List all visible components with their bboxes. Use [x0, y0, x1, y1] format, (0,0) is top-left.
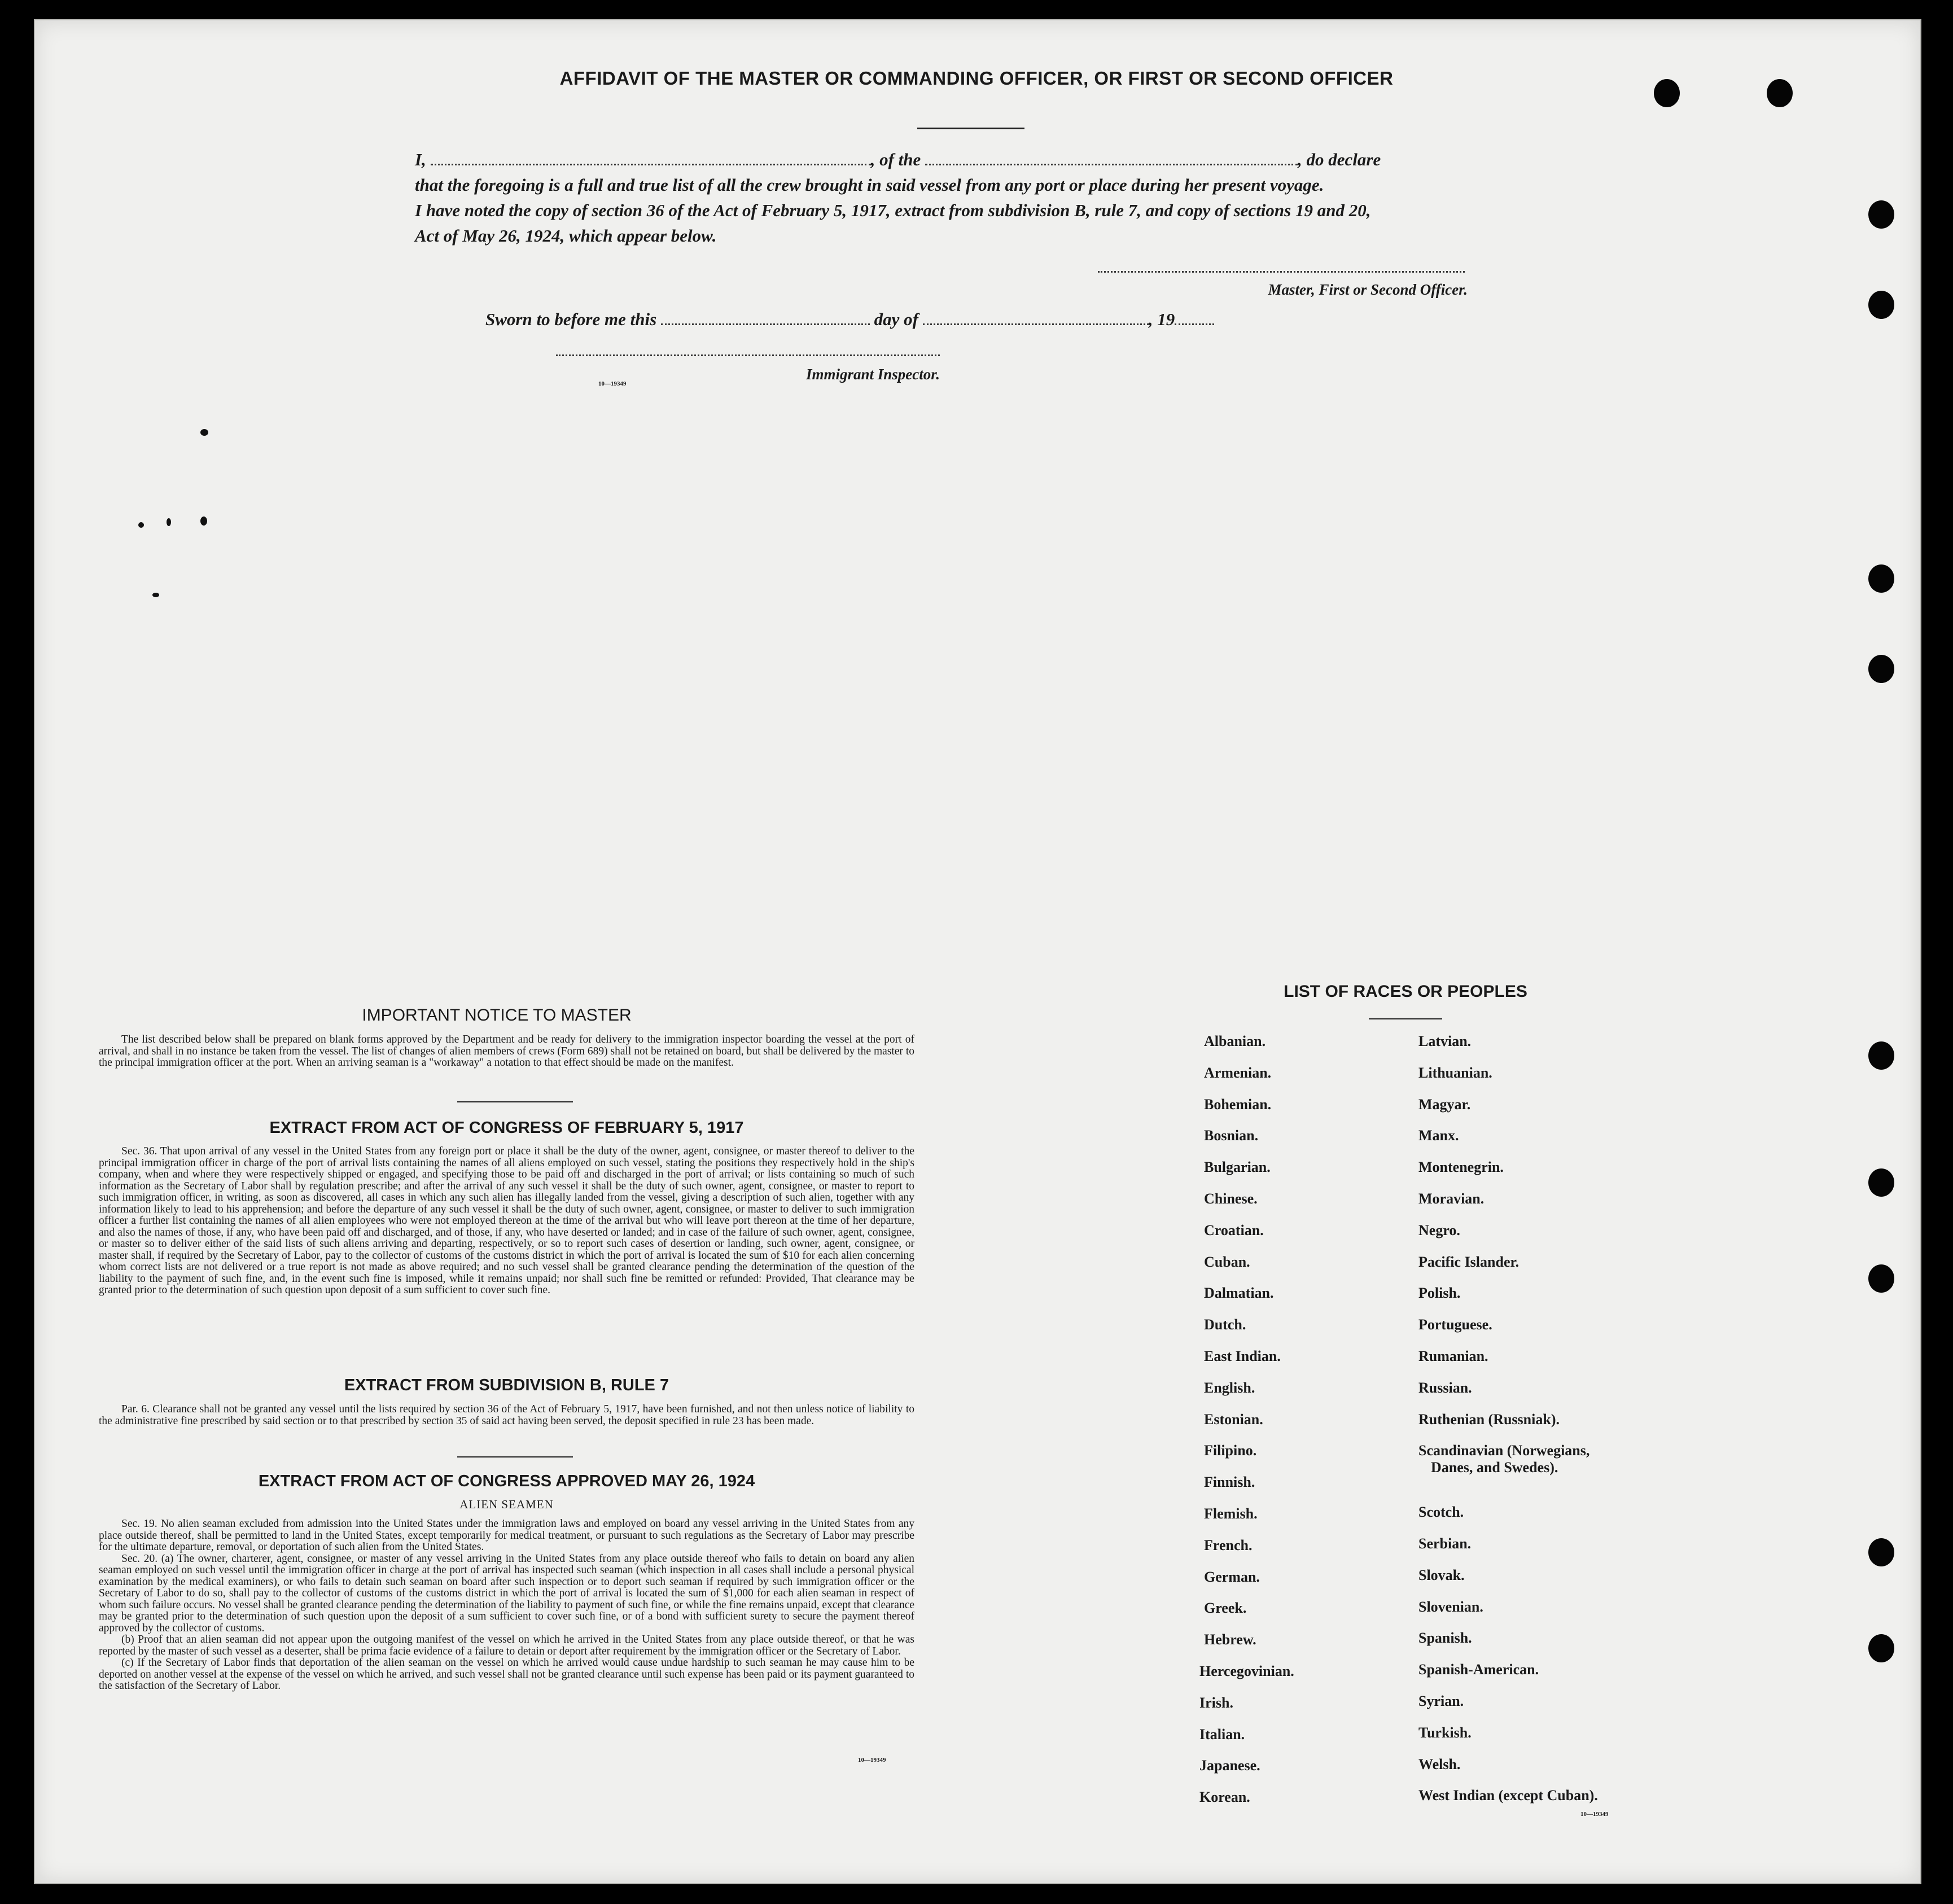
sworn-day-of: day of [874, 309, 918, 329]
name-blank[interactable] [431, 152, 871, 165]
affidavit-line-2: that the foregoing is a full and true list of all the crew brought in said vessel from any port or place during her present voyage. [415, 175, 1324, 195]
race-item: Japanese. [1199, 1757, 1260, 1774]
punch-hole [1868, 1264, 1894, 1293]
punch-hole [1868, 1041, 1894, 1070]
race-item: Greek. [1204, 1600, 1247, 1617]
month-blank[interactable] [923, 312, 1149, 325]
punch-hole [1868, 291, 1894, 319]
extract-1924-body [99, 1518, 914, 1692]
race-item: Latvian. [1418, 1033, 1472, 1049]
section-divider [457, 1456, 573, 1457]
affidavit-title: AFFIDAVIT OF THE MASTER OR COMMANDING OFFICER, OR FIRST OR SECOND OFFICER [559, 68, 1394, 89]
punch-hole [1654, 79, 1680, 107]
race-item: French. [1204, 1537, 1253, 1553]
race-item: Bohemian. [1204, 1096, 1272, 1113]
form-number: 10—19349 [1580, 1811, 1609, 1818]
race-item: Bulgarian. [1204, 1159, 1271, 1176]
affidavit-i: I, [415, 150, 426, 169]
race-item: Danes, and Swedes). [1431, 1459, 1558, 1476]
inspector-label: Immigrant Inspector. [805, 366, 940, 383]
race-item: Irish. [1199, 1694, 1233, 1711]
sec20a-text: Sec. 20. (a) The owner, charterer, agent, consignee, or master of any vessel arriving in the United States from any place outside thereof who fails to detain on board any alien seaman employed on such vessel until the immigration officer in charge at the port of arrival has inspected such seaman (which inspection in all cases shall include a personal physical examination by the medical examiners), or who fails to detain such seaman on board after such inspection or to deport such seaman if required by such immigration officer or the Secretary of Labor to do so, shall pay to the collector of customs of the customs district in which the port of arrival is located the sum of $1,000 for each alien seaman in respect of whom such failure occurs. No vessel shall be granted clearance pending the determination of the liability to payment of such fine, or while the fine remains unpaid, except that clearance may be granted prior to the determination of such question upon the deposit of a sum sufficient to cover such fine, or of a bond with sufficient surety to secure the payment thereof approved by the collector of customs. [99, 1552, 914, 1634]
master-signature-line[interactable] [1098, 271, 1465, 273]
punch-hole [1868, 564, 1894, 593]
rule7-title: EXTRACT FROM SUBDIVISION B, RULE 7 [344, 1376, 669, 1394]
race-item: Lithuanian. [1418, 1064, 1492, 1081]
rule7-body: Par. 6. Clearance shall not be granted any vessel until the lists required by section 36 of the Act of February 5, 1917, have been furnished, and not then unless notice of liability to the administrative fine prescribed by said section or to that prescribed by section 35 of said act having been served, the deposit specified in rule 23 has been made. [99, 1403, 914, 1427]
extract-1917-title: EXTRACT FROM ACT OF CONGRESS OF FEBRUARY 5, 1917 [269, 1119, 744, 1137]
notice-body: The list described below shall be prepared on blank forms approved by the Department and be ready for delivery to the immigration inspector boarding the vessel at the port of arrival, and shall in no instance be taken from the vessel. The list of changes of alien members of crews (Form 689) shall not be retained on board, but shall be delivered by the master to the principal immigration officer at the port. When an arriving seaman is a "workaway" a notation to that effect should be made on the manifest. [99, 1034, 914, 1069]
punch-hole [1868, 1538, 1894, 1566]
race-item: Welsh. [1418, 1756, 1461, 1772]
extract-1917-body: Sec. 36. That upon arrival of any vessel in the United States from any foreign port or place it shall be the duty of the owner, agent, consignee, or master thereof to deliver to the principal immigration officer in charge of the port of arrival lists containing the names of all aliens employed on such vessel, stating the positions they respectively hold in the ship's company, when and where they were respectively shipped or engaged, and specifying those to be paid off and discharged in the port of arrival; or lists containing so much of such information as the Secretary of Labor shall by regulation prescribe; and after the arrival of any such vessel it shall be the duty of such owner, agent, consignee, or master to report to such immigration officer, in writing, as soon as discovered, all cases in which any such alien has illegally landed from the vessel, giving a description of such alien, together with any information likely to lead to his apprehension; and before the departure of any such vessel it shall be the duty of such owner, agent, consignee, or master to deliver to such immigration officer a further list containing the names of all alien employees who were not employed thereon at the time of the arrival but who will leave port thereon at the time of her departure, and also the names of those, if any, who have been paid off and discharged, and of those, if any, who have deserted or landed; and in case of the failure of such owner, agent, consignee, or master so to deliver either of the said lists of such aliens arriving and departing, respectively, or so to report such cases of desertion or landing, such owner, agent, consignee, or master shall, if required by the Secretary of Labor, pay to the collector of customs of the customs district in which the port of arrival is located the sum of $10 for each alien concerning whom correct lists are not delivered or a true report is not made as above required; and no such vessel shall be granted clearance pending the determination of the question of the liability to the payment of such fine, and, in the event such fine is imposed, while it remains unpaid; nor shall such fine be remitted or refunded: Provided, That clearance may be granted prior to the determination of such question upon deposit of a sum sufficient to cover such fine. [99, 1145, 914, 1296]
races-divider [1369, 1018, 1442, 1019]
affidavit-line-1 [415, 147, 1544, 172]
race-item: Chinese. [1204, 1190, 1258, 1207]
race-item: Korean. [1199, 1789, 1250, 1806]
affidavit-text [415, 147, 1544, 248]
race-item: Armenian. [1204, 1064, 1272, 1081]
race-item: Slovenian. [1418, 1598, 1483, 1615]
race-item: Manx. [1418, 1127, 1459, 1144]
ink-speck [200, 429, 208, 436]
ink-speck [138, 522, 144, 528]
race-item: Albanian. [1204, 1033, 1266, 1049]
sworn-line [485, 309, 1276, 330]
race-item: Negro. [1418, 1222, 1460, 1238]
sec20b-text: (b) Proof that an alien seaman did not appear upon the outgoing manifest of the vessel on which he arrived in the United States from any place outside thereof, or that he was reported by the master of such vessel as a deserter, shall be prima facie evidence of a failure to detain or deport after requirement by the immigration officer or the Secretary of Labor. [99, 1634, 914, 1657]
year-blank[interactable] [1175, 312, 1214, 325]
sec20c-text: (c) If the Secretary of Labor finds that deportation of the alien seaman on the vessel on which he arrived would cause undue hardship to such seaman he may cause him to be deported on another vessel at the expense of the vessel on which he arrived, and such vessel shall not be granted clearance until such expense has been paid or its payment guaranteed to the satisfaction of the Secretary of Labor. [99, 1657, 914, 1692]
race-item: Moravian. [1418, 1190, 1485, 1207]
day-blank[interactable] [661, 312, 870, 325]
race-item: Spanish-American. [1418, 1661, 1539, 1678]
ink-speck [200, 517, 207, 526]
punch-hole [1868, 655, 1894, 683]
race-item: Rumanian. [1418, 1348, 1488, 1364]
race-item: Cuban. [1204, 1253, 1250, 1270]
race-item: German. [1204, 1568, 1260, 1585]
affidavit-declare: , do declare [1298, 150, 1381, 169]
race-item: Hercegovinian. [1199, 1663, 1294, 1679]
affidavit-line-4: Act of May 26, 1924, which appear below. [415, 226, 717, 246]
race-item: East Indian. [1204, 1348, 1281, 1364]
race-item: Montenegrin. [1418, 1159, 1504, 1176]
race-item: Filipino. [1204, 1442, 1257, 1459]
race-item: Magyar. [1418, 1096, 1471, 1113]
form-number: 10—19349 [598, 380, 627, 387]
sworn-year: , 19 [1148, 309, 1175, 329]
title-divider [917, 128, 1024, 129]
race-item: Portuguese. [1418, 1316, 1492, 1333]
punch-hole [1868, 200, 1894, 229]
race-item: Slovak. [1418, 1566, 1465, 1583]
race-item: Ruthenian (Russniak). [1418, 1411, 1560, 1428]
extract-1924-title: EXTRACT FROM ACT OF CONGRESS APPROVED MAY 26, 1924 [258, 1472, 755, 1490]
races-title: LIST OF RACES OR PEOPLES [1284, 982, 1527, 1001]
punch-hole [1767, 79, 1793, 107]
race-item: Syrian. [1418, 1693, 1464, 1709]
race-item: Spanish. [1418, 1630, 1472, 1647]
race-item: West Indian (except Cuban). [1418, 1787, 1598, 1804]
notice-title: IMPORTANT NOTICE TO MASTER [362, 1006, 632, 1025]
affidavit-line-3: I have noted the copy of section 36 of the Act of February 5, 1917, extract from subdivision B, rule 7, and copy of sections 19 and 20, [415, 200, 1371, 220]
section-divider [457, 1101, 573, 1102]
affidavit-of-the: , of the [870, 150, 921, 169]
race-item: Scotch. [1418, 1504, 1464, 1521]
race-item: Turkish. [1418, 1724, 1472, 1741]
race-item: Pacific Islander. [1418, 1253, 1520, 1270]
race-item: Croatian. [1204, 1222, 1264, 1238]
sworn-prefix: Sworn to before me this [485, 309, 657, 329]
race-item: Polish. [1418, 1285, 1461, 1302]
ink-speck [152, 593, 159, 597]
race-item: Bosnian. [1204, 1127, 1259, 1144]
race-item: Russian. [1418, 1379, 1472, 1396]
race-item: Finnish. [1204, 1474, 1255, 1491]
master-signature-label: Master, First or Second Officer. [1268, 281, 1468, 298]
inspector-signature-line[interactable] [556, 354, 940, 356]
race-item: Serbian. [1418, 1535, 1472, 1552]
punch-hole [1868, 1168, 1894, 1197]
race-item: Italian. [1199, 1726, 1245, 1743]
race-item: Dutch. [1204, 1316, 1246, 1333]
race-item: English. [1204, 1379, 1255, 1396]
sec19-text: Sec. 19. No alien seaman excluded from admission into the United States under the immigration laws and employed on board any vessel arriving in the United States from any place outside thereof, shall be permitted to land in the United States, except temporarily for medical treatment, or pursuant to such regulations as the Secretary of Labor may prescribe for the ultimate departure, removal, or deportation of such alien from the United States. [99, 1518, 914, 1553]
race-item: Scandinavian (Norwegians, [1418, 1442, 1590, 1459]
race-item: Flemish. [1204, 1505, 1258, 1522]
race-item: Dalmatian. [1204, 1285, 1274, 1302]
alien-seamen-subtitle: ALIEN SEAMEN [459, 1498, 554, 1511]
race-item: Hebrew. [1204, 1631, 1256, 1648]
form-number: 10—19349 [858, 1757, 886, 1763]
vessel-blank[interactable] [925, 152, 1298, 165]
ink-speck [167, 518, 171, 526]
punch-hole [1868, 1634, 1894, 1662]
race-item: Estonian. [1204, 1411, 1263, 1428]
